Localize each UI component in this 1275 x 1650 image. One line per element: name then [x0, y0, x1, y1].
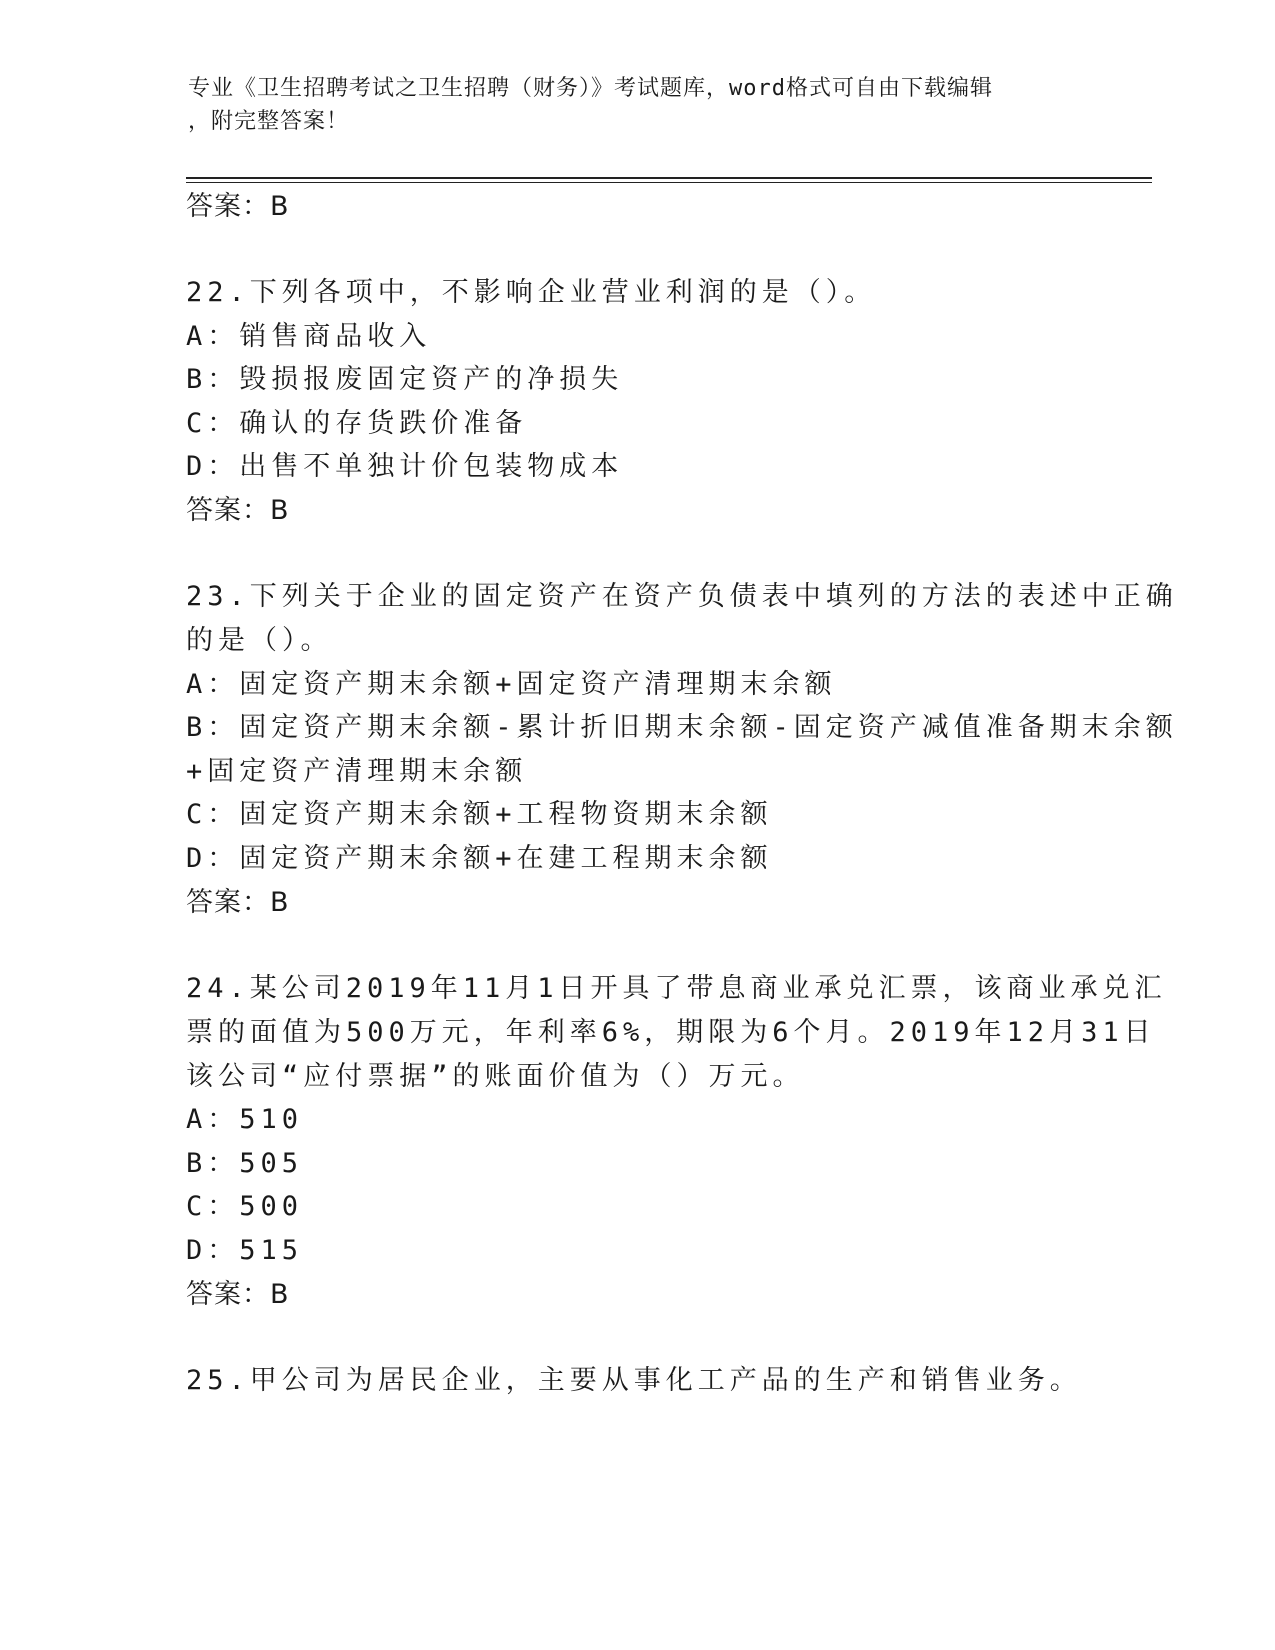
question-22-option-a: A：销售商品收入 [186, 321, 432, 352]
question-22-stem: 22.下列各项中，不影响企业营业利润的是（）。 [186, 277, 877, 308]
question-23-stem-line-1: 23.下列关于企业的固定资产在资产负债表中填列的方法的表述中正确 [186, 581, 1178, 612]
question-23-option-c: C：固定资产期末余额+工程物资期末余额 [186, 799, 773, 830]
header-rule-thin [186, 182, 1152, 183]
page-header [188, 72, 1088, 138]
answer-21: 答案：B [186, 191, 290, 222]
header-line-2: ，附完整答案！ [188, 109, 350, 134]
question-25-stem: 25.甲公司为居民企业，主要从事化工产品的生产和销售业务。 [186, 1365, 1082, 1396]
question-23-option-a: A：固定资产期末余额+固定资产清理期末余额 [186, 669, 837, 700]
question-23-option-b-line-1: B：固定资产期末余额-累计折旧期末余额-固定资产减值准备期末余额 [186, 712, 1178, 743]
question-22-option-b: B：毁损报废固定资产的净损失 [186, 364, 624, 395]
question-24-option-c: C：500 [186, 1191, 304, 1222]
question-23-option-d: D：固定资产期末余额+在建工程期末余额 [186, 843, 773, 874]
header-line-1: 专业《卫生招聘考试之卫生招聘（财务）》考试题库，word格式可自由下载编辑 [188, 76, 993, 101]
question-23-stem-line-2: 的是（）。 [186, 625, 333, 656]
question-24-stem-line-1: 24.某公司2019年11月1日开具了带息商业承兑汇票，该商业承兑汇 [186, 973, 1167, 1004]
question-23-option-b-line-2: +固定资产清理期末余额 [186, 756, 528, 787]
answer-22: 答案：B [186, 495, 290, 526]
question-22-option-d: D：出售不单独计价包装物成本 [186, 451, 624, 482]
question-22-option-c: C：确认的存货跌价准备 [186, 408, 528, 439]
question-24-option-d: D：515 [186, 1235, 304, 1266]
question-24-stem-line-3: 该公司“应付票据”的账面价值为（）万元。 [186, 1061, 805, 1092]
question-24-option-a: A：510 [186, 1104, 304, 1135]
answer-24: 答案：B [186, 1279, 290, 1310]
header-rule-thick [186, 177, 1152, 179]
question-24-option-b: B：505 [186, 1148, 304, 1179]
question-24-stem-line-2: 票的面值为500万元，年利率6%，期限为6个月。2019年12月31日 [186, 1017, 1156, 1048]
answer-23: 答案：B [186, 887, 290, 918]
